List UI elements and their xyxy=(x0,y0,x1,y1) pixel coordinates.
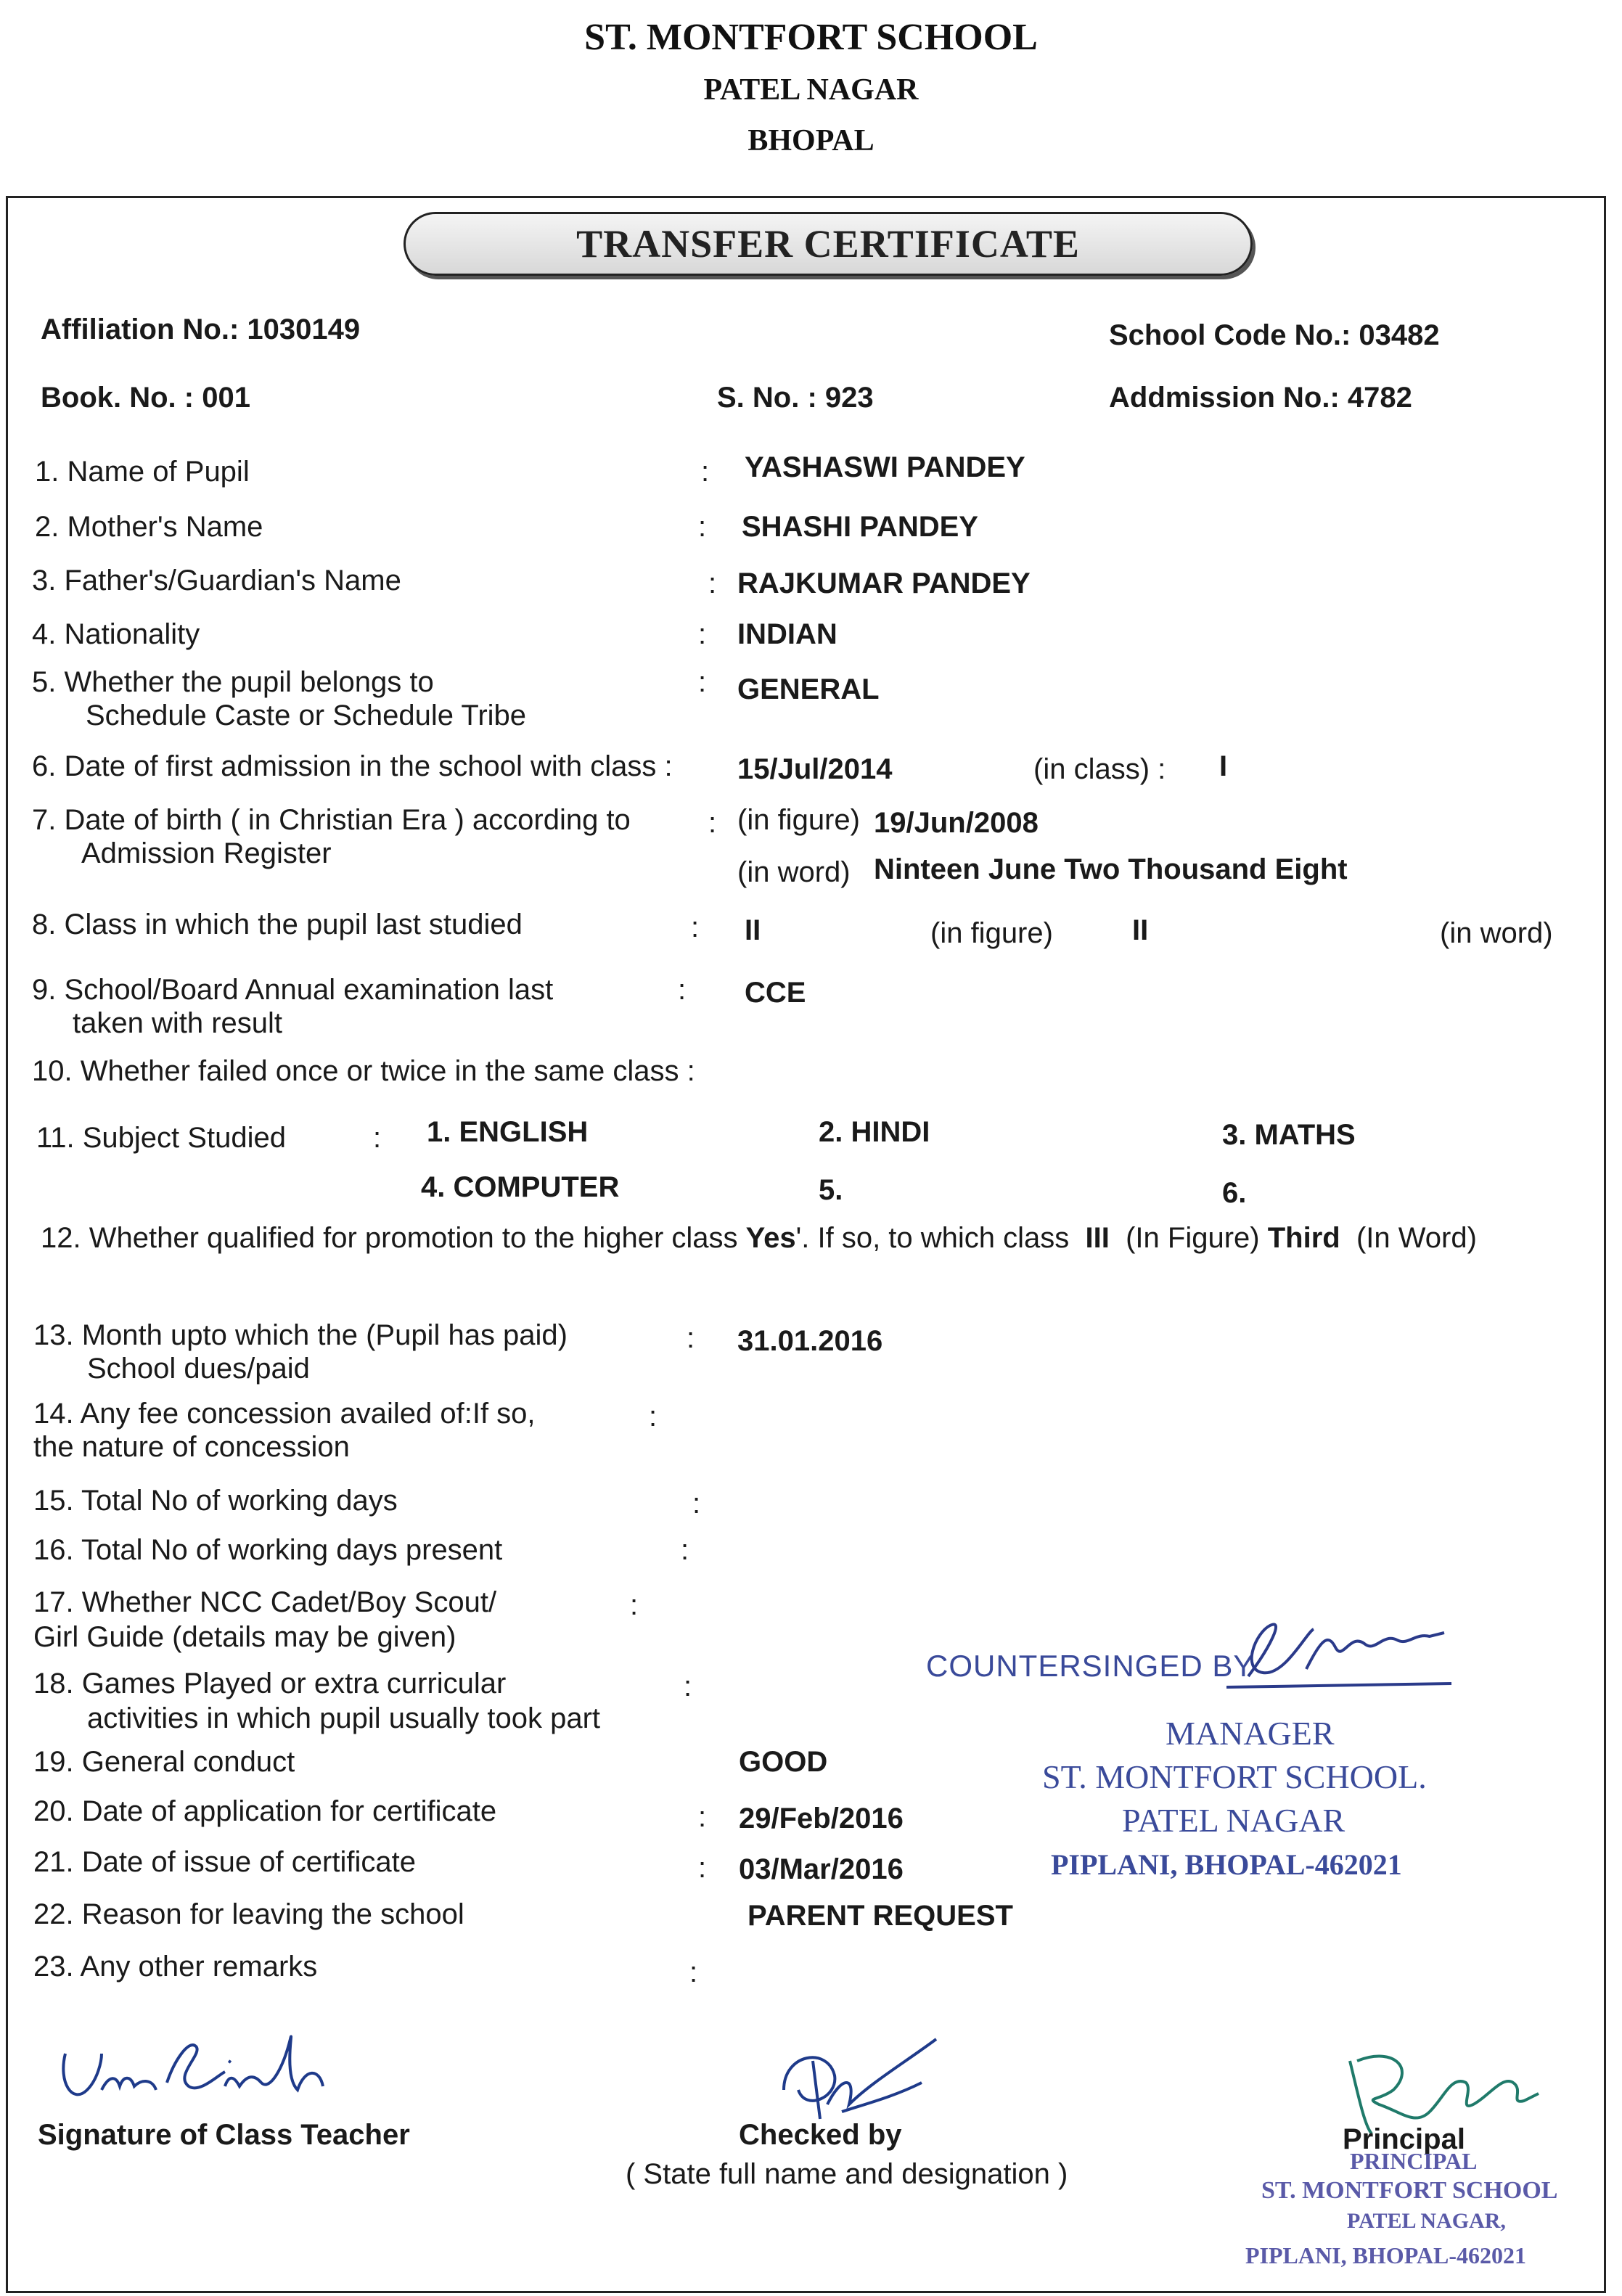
manager-stamp-locality: PATEL NAGAR xyxy=(1122,1802,1345,1839)
colon: : xyxy=(708,807,717,839)
field-9-label: 9. School/Board Annual examination last xyxy=(32,974,554,1006)
in-figure-label: (In Figure) xyxy=(1126,1222,1260,1254)
field-5-label-line2: Schedule Caste or Schedule Tribe xyxy=(86,700,527,731)
colon: : xyxy=(692,1488,701,1520)
principal-stamp-title: PRINCIPAL xyxy=(1350,2148,1478,2174)
colon: : xyxy=(698,1801,707,1833)
in-word-label: (in word) xyxy=(1440,917,1553,949)
colon: : xyxy=(684,1670,692,1702)
colon: : xyxy=(373,1122,382,1154)
field-4-label: 4. Nationality xyxy=(32,618,200,650)
principal-stamp-school: ST. MONTFORT SCHOOL xyxy=(1261,2177,1558,2204)
field-18-label-line2: activities in which pupil usually took part xyxy=(87,1702,601,1734)
colon: : xyxy=(681,1534,689,1566)
checked-by-label: Checked by xyxy=(739,2119,902,2151)
countersigned-label: COUNTERSINGED BY xyxy=(926,1649,1255,1683)
field-22-label: 22. Reason for leaving the school xyxy=(33,1898,464,1930)
manager-stamp-address: PIPLANI, BHOPAL-462021 xyxy=(1051,1848,1402,1881)
issue-date: 03/Mar/2016 xyxy=(739,1853,904,1885)
field-2-label: 2. Mother's Name xyxy=(35,511,263,543)
field-7-label-line2: Admission Register xyxy=(81,837,332,869)
promotion-class: III xyxy=(1085,1222,1110,1254)
manager-signature xyxy=(1226,1604,1459,1698)
principal-label: Principal xyxy=(1343,2123,1465,2155)
colon: : xyxy=(649,1401,658,1432)
field-18-label: 18. Games Played or extra curricular xyxy=(33,1668,507,1700)
school-locality: PATEL NAGAR xyxy=(703,73,919,107)
field-12-line xyxy=(41,1222,1477,1255)
category-value: GENERAL xyxy=(737,673,880,705)
in-figure-label: (in figure) xyxy=(930,917,1053,949)
field-14-label-line2: the nature of concession xyxy=(33,1431,350,1463)
promotion-value: Yes xyxy=(745,1222,796,1254)
field-13-label: 13. Month upto which the (Pupil has paid) xyxy=(33,1319,568,1351)
application-date: 29/Feb/2016 xyxy=(739,1803,904,1834)
in-class-label: (in class) : xyxy=(1033,753,1166,785)
field-21-label: 21. Date of issue of certificate xyxy=(33,1846,416,1878)
subject-2: 2. HINDI xyxy=(819,1116,930,1148)
principal-stamp-locality: PATEL NAGAR, xyxy=(1347,2209,1506,2233)
colon: : xyxy=(698,618,707,650)
certificate-title: TRANSFER CERTIFICATE xyxy=(404,212,1253,276)
colon: : xyxy=(698,666,707,698)
field-9-label-line2: taken with result xyxy=(73,1007,283,1039)
colon: : xyxy=(698,511,707,543)
colon: : xyxy=(708,567,717,599)
nationality-value: INDIAN xyxy=(737,618,837,650)
colon: : xyxy=(678,974,687,1006)
field-1-label: 1. Name of Pupil xyxy=(35,456,250,488)
field-23-label: 23. Any other remarks xyxy=(33,1951,318,1983)
field-16-label: 16. Total No of working days present xyxy=(33,1534,503,1566)
field-6-label: 6. Date of first admission in the school with class : xyxy=(32,750,673,782)
principal-stamp-address: PIPLANI, BHOPAL-462021 xyxy=(1245,2242,1526,2268)
field-8-label: 8. Class in which the pupil last studied xyxy=(32,909,523,940)
colon: : xyxy=(701,456,710,488)
field-3-label: 3. Father's/Guardian's Name xyxy=(32,565,401,596)
leaving-reason: PARENT REQUEST xyxy=(747,1900,1013,1932)
class-teacher-signature xyxy=(44,2010,348,2119)
pupil-name: YASHASWI PANDEY xyxy=(745,451,1025,483)
dob-word-label: (in word) xyxy=(737,856,851,888)
colon: : xyxy=(691,911,700,943)
manager-stamp-school: ST. MONTFORT SCHOOL. xyxy=(1042,1758,1427,1795)
field-7-label: 7. Date of birth ( in Christian Era ) according to xyxy=(32,804,631,836)
field-11-label: 11. Subject Studied xyxy=(36,1122,286,1154)
in-word-label: (In Word) xyxy=(1356,1222,1477,1254)
class-teacher-label: Signature of Class Teacher xyxy=(38,2119,410,2151)
field-14-label: 14. Any fee concession availed of:If so, xyxy=(33,1398,536,1430)
field-5-label: 5. Whether the pupil belongs to xyxy=(32,666,434,698)
dob-figure-label: (in figure) xyxy=(737,804,860,836)
conduct-value: GOOD xyxy=(739,1746,828,1778)
serial-number: S. No. : 923 xyxy=(717,382,874,414)
dob-word-value: Ninteen June Two Thousand Eight xyxy=(874,853,1348,885)
field-12-label-2: '. If so, to which class xyxy=(795,1222,1070,1254)
mother-name: SHASHI PANDEY xyxy=(742,511,978,543)
exam-value: CCE xyxy=(745,977,806,1009)
subject-3: 3. MATHS xyxy=(1222,1119,1356,1151)
affiliation-number: Affiliation No.: 1030149 xyxy=(41,313,361,345)
school-name: ST. MONTFORT SCHOOL xyxy=(584,17,1038,58)
colon: : xyxy=(698,1852,707,1884)
subject-4: 4. COMPUTER xyxy=(421,1171,620,1203)
field-19-label: 19. General conduct xyxy=(33,1746,295,1778)
colon: : xyxy=(630,1589,639,1621)
subject-6: 6. xyxy=(1222,1177,1247,1209)
field-17-label: 17. Whether NCC Cadet/Boy Scout/ xyxy=(33,1586,497,1618)
subject-5: 5. xyxy=(819,1174,843,1206)
field-17-label-line2: Girl Guide (details may be given) xyxy=(33,1621,456,1653)
school-city: BHOPAL xyxy=(747,124,875,157)
promotion-class-word: Third xyxy=(1267,1222,1340,1254)
first-admission-date: 15/Jul/2014 xyxy=(737,753,893,785)
colon: : xyxy=(689,1956,698,1988)
colon: : xyxy=(687,1322,695,1354)
field-12-label: 12. Whether qualified for promotion to the higher class xyxy=(41,1222,738,1254)
admission-number: Addmission No.: 4782 xyxy=(1109,382,1412,414)
last-class-word-value: II xyxy=(1132,914,1149,946)
last-class-value: II xyxy=(745,914,761,946)
field-20-label: 20. Date of application for certificate xyxy=(33,1795,497,1827)
field-10-label: 10. Whether failed once or twice in the same class : xyxy=(32,1055,695,1087)
father-name: RAJKUMAR PANDEY xyxy=(737,567,1031,599)
school-code: School Code No.: 03482 xyxy=(1109,319,1440,351)
checked-by-note: ( State full name and designation ) xyxy=(626,2158,1068,2190)
dob-figure-value: 19/Jun/2008 xyxy=(874,807,1039,839)
field-13-label-line2: School dues/paid xyxy=(87,1353,310,1385)
dues-paid-value: 31.01.2016 xyxy=(737,1325,883,1357)
first-admission-class: I xyxy=(1219,750,1228,782)
field-15-label: 15. Total No of working days xyxy=(33,1485,398,1517)
book-number: Book. No. : 001 xyxy=(41,382,250,414)
subject-1: 1. ENGLISH xyxy=(427,1116,589,1148)
manager-title: MANAGER xyxy=(1166,1715,1335,1752)
